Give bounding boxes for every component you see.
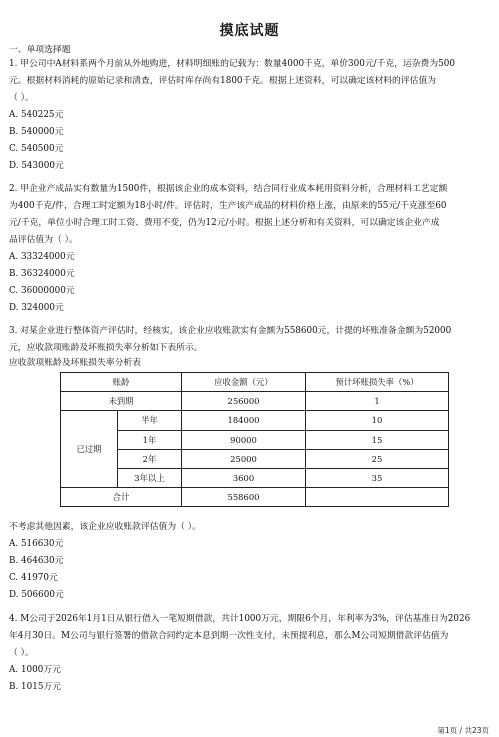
q4-line-3: （ ）。: [9, 648, 34, 658]
total-label: 合计: [61, 488, 182, 507]
q2-line-4: 品评估值为（ ）。: [9, 235, 78, 245]
q2-option-a: A. 33324000元: [9, 252, 75, 262]
q1-option-b: B. 540000元: [9, 127, 64, 137]
table-row: [61, 430, 449, 449]
q4-option-b: B. 1015万元: [9, 682, 62, 692]
row-label: 未到期: [61, 392, 182, 411]
q4-option-a: A. 1000万元: [9, 665, 61, 675]
q1-option-d: D. 543000元: [9, 161, 64, 171]
table-row: [61, 449, 449, 468]
overdue-label: 已过期: [61, 411, 118, 488]
row-rate: 1: [306, 392, 449, 411]
q2-option-b: B. 36324000元: [9, 269, 75, 279]
q1-line-3: （ ）。: [9, 93, 34, 103]
q2-line-1: 2. 甲企业产成品实有数量为1500件，根据该企业的成本资料，结合同行业成本耗用资料分析，合理材料工艺定额: [9, 184, 448, 194]
q2-line-3: 元/千克，单位小时合理工时工资、费用不变，仍为12元/小时。根据上述分析和有关资料，可以确定该企业产成: [9, 218, 440, 228]
total-rate: [306, 488, 449, 507]
section-heading: 一、单项选择题: [9, 45, 71, 55]
total-amount: 558600: [182, 488, 306, 507]
row-amount: 25000: [182, 449, 306, 468]
header-aging: 账龄: [61, 373, 182, 392]
row-amount: 256000: [182, 392, 306, 411]
row-period: 3年以上: [118, 468, 182, 487]
row-rate: 15: [306, 430, 449, 449]
q3-line-2: 元，应收款项账龄及坏账损失率分析如下表所示。: [9, 343, 203, 353]
q2-option-c: C. 36000000元: [9, 286, 75, 296]
q3-option-a: A. 516630元: [9, 539, 64, 549]
q1-option-c: C. 540500元: [9, 144, 64, 154]
header-rate: 预计坏账损失率（%）: [306, 373, 449, 392]
page-footer: 第1页 / 共23页: [437, 726, 489, 735]
row-period: 2年: [118, 449, 182, 468]
row-rate: 25: [306, 449, 449, 468]
q4-line-1: 4. M公司于2026年1月1日从银行借入一笔短期借款，共计1000万元，期限6个月，年利率为3%，评估基准日为2026: [9, 614, 471, 624]
row-period: 1年: [118, 430, 182, 449]
row-amount: 90000: [182, 430, 306, 449]
table-row: [61, 392, 449, 411]
q3-line-1: 3. 对某企业进行整体资产评估时，经核实，该企业应收账款实有金额为558600元，计提的坏账准备金额为52000: [9, 326, 452, 336]
table-caption: 应收款项账龄及坏账损失率分析表: [9, 358, 141, 368]
q3-after-table: 不考虑其他因素，该企业应收账款评估值为（ ）。: [9, 522, 201, 532]
row-rate: 35: [306, 468, 449, 487]
row-amount: 3600: [182, 468, 306, 487]
row-rate: 10: [306, 411, 449, 430]
aging-table: [60, 372, 449, 507]
table-total-row: [61, 488, 449, 507]
row-period: 半年: [118, 411, 182, 430]
q3-option-d: D. 506600元: [9, 590, 64, 600]
q1-line-2: 元。根据材料消耗的原始记录和清查，评估时库存尚有1800千克。根据上述资料，可以确定该材料的评估值为: [9, 76, 437, 86]
table-row: [61, 411, 449, 430]
header-amount: 应收金额（元）: [182, 373, 306, 392]
table-header-row: [61, 373, 449, 392]
q3-option-c: C. 41970元: [9, 573, 58, 583]
page-title: 摸底试题: [219, 23, 280, 39]
q4-line-2: 年4月30日。M公司与银行签署的借款合同约定本息到期一次性支付，未预提利息，那么M公司短期借款评估值为: [9, 631, 449, 641]
table-row: [61, 468, 449, 487]
q1-line-1: 1. 甲公司中A材料系两个月前从外地购进，材料明细账的记载为：数量4000千克，单价300元/千克，运杂费为500: [9, 59, 455, 69]
row-amount: 184000: [182, 411, 306, 430]
q3-option-b: B. 464630元: [9, 556, 64, 566]
q1-option-a: A. 540225元: [9, 110, 64, 120]
q2-line-2: 为400千克/件，合理工时定额为18小时/件。评估时，生产该产成品的材料价格上涨，由原来的55元/千克涨至60: [9, 201, 447, 211]
q2-option-d: D. 324000元: [9, 303, 64, 313]
